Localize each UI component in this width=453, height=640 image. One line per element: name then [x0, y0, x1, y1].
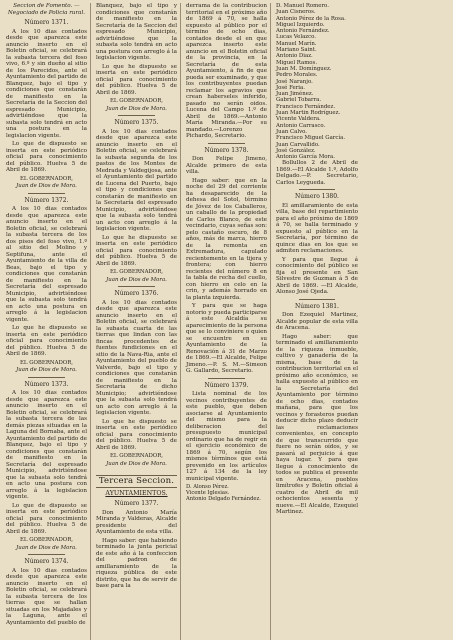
notice-body: derrama de la contribucion territorial en el próximo año de 1869 á 70, se halla expuesto al público por el término de ocho dias, contados desde el en que aparezca inserto este anuncio en el Boletin oficial de la provincia, en la Secretaría de esta Ayuntamiento, á fin de que pueda ser examinado, y que los contribuyentes puedan reclamar los agravios que crean haberseles inferido, pasado no serán oidos. Lucena del Campo 1.º de Abril de 1869.—Antonio María Miranda.—Por su mandado.—Lorenzo Pichardo, Secretario.: [186, 3, 267, 139]
divider: [299, 299, 336, 300]
signature-title: EL GOBERNADOR,: [109, 98, 164, 104]
notice-body: Don Felipe Jimeno, Alcalde primero de esta villa.: [186, 156, 267, 175]
column-1: [3, 3, 91, 640]
signature-name: Juan de Dios de Mora.: [106, 276, 167, 283]
notice-closing: Lo que de dispuesto se inserta en este periódico oficial para conocimiento del público. Huelva 5 de Abril de 1869.: [6, 141, 87, 173]
signature-title: EL GOBERNADOR,: [19, 175, 74, 182]
notice-number: Número 1378.: [204, 146, 249, 154]
notice-closing: Lo que de dispuesto se inserta en este periódico oficial para conocimiento del público. Huelva 5 de Abril de 1869.: [6, 502, 87, 535]
notice-body: Don Ezequiel Martinez, Alcalde popular de esta villa de Aracena.: [276, 312, 358, 332]
divider: [208, 143, 244, 144]
notice-body: A los 10 dias contados desde que aparezca este anuncio inserto en el Boletin oficial, se celebrará la subasta tercera de los dos pisos del foso vivo, 1.º al sitio del Molino y Septifuna, ante el Ayuntamiento de la villa de Beas, bajo el tipo y condiciones que constarán de manifiesto en la Secretaría del espresado Municipio, advirtiéndose que la subasta solo tendrá en acto una postura en arreglo á la legislacion vigente.: [6, 206, 87, 323]
divider: [28, 193, 64, 194]
column-3: [183, 3, 271, 640]
notice-closing: Y para que se haga notorio y pueda participarse á este Alcaldía su aparecimiento de la persona que se lo conviniere o quien se encuentre en su Ayuntamiento de la Renovación á 31 de Marzo de 1869.—El Alcalde, Felipe Jimeno.—P. S. M.—Simeon G. Gallardo, Secretario.: [186, 303, 267, 374]
notice-body: A los 10 dias contados desde que aparezca este anuncio inserto en el Boletin oficial, se celebrará la subasta tercera del foso vivo, 6.º y sin dueño al sitio de los Parecidos, ante el Ayuntamiento del partido de Blanquez, bajo el tipo y condiciones que constarán de manifiesto en la Secretaría de la Seccion del espresado Municipio, advirtiéndose que la subasta solo tendrá en acto una postura en la legislacion vigente.: [6, 28, 87, 139]
notice-body: Hago saber: que terminado el amillaramiento de la riqueza inmueble, cultivo y ganadería de la misma, base de la contribucion territorial en el próximo año económico, se halla expuesto al público en la Secretaría del Ayuntamiento por término de ocho dias, contados mañana, para que los vecinos y forasteros puedan deducir dicho plazo deducir las reclamaciones convenientes, en concepto de que transcurrido que fuere no serán oídos, y se pasará al perjuicio á que haya lugar. Y para que llegue á conocimiento de todos se publica el presente en Aracena, pueblos limítrofes y Boletin oficial á cuatro de Abril de mil ochocientos sesenta y nueve.—El Alcalde, Ezequiel Martinez.: [276, 333, 358, 516]
divider: [118, 115, 154, 116]
notice-closing: Lo que he dispuesto se inserta en este periódico oficial para conocimiento del público. Huelva 5 de Abril de 1869.: [96, 418, 177, 451]
notice-number: Número 1373.: [24, 380, 69, 388]
notice-body: El amillaramiento de esta villa, base del repartimiento para el año próximo de 1869 á 70, se halla terminado y expuesto al público en la Secretaría, por término de quince dias en los que se admiten reclamaciones.: [276, 202, 358, 255]
notice-body: A los 10 dias contados desde que aparezca este anuncio inserto en el Boletin oficial, se celebrará la subasta tercera de las demás piezas situadas en la Laguna del Bornaba, ante el Ayuntamiento del partido de Blanquez, bajo el tipo y condiciones que constarán de manifiesto en la Secretaría del espresado Municipio, advirtiéndose que la subasta solo tendrá en acto una postura con arreglo á la legislacion vigente.: [6, 390, 87, 500]
notice-number: Número 1376.: [114, 290, 159, 297]
notice-body: A los 10 dias contados desde que aparezca este anuncio inserto en el Boletin oficial, se celebrará la subasta segunda de los pastos de los Montes de Medrada y Valdegijosa, ante el Ayuntamiento del partido de Lucena del Puerto, bajo el tipo y condiciones que constarán de manifiesto en la Secretaría del espresado Municipio, advirtiéndose que la subasta solo tendrá un acto con arreglo á la legislacion vigente.: [96, 128, 177, 232]
signature-title: EL GOBERNADOR,: [19, 359, 74, 366]
section-heading: Tercera Seccion.: [96, 475, 177, 488]
notice-closing: Bollullos 2 de Abril de 1869.—El Alcalde 1.º, Adolfo Delgado.—P. Secretario, Carlos Leygueda.: [276, 160, 358, 186]
notice-number: Número 1381.: [295, 302, 339, 310]
signature-name: Juan de Dios de Mora.: [16, 544, 77, 551]
notice-number: Número 1374.: [24, 558, 69, 565]
name-list: D. Alonso Pérez. Vicente Iglesias. Antonio Delgado Fernández.: [186, 484, 261, 502]
column-4: [273, 3, 361, 640]
divider: [28, 377, 64, 378]
signature-name: Juan de Dios de Mora.: [16, 367, 77, 373]
notice-closing: Y para que llegue á conocimiento del público se fija el presente en San Silvestre de Guzman á 5 de Abril de 1869. —El Alcalde, Alonso José Ojeda.: [276, 256, 358, 296]
divider: [208, 378, 244, 379]
signature-name: Juan de Dios de Mora.: [16, 183, 77, 189]
divider: [299, 189, 336, 190]
notice-number: Número 1371.: [24, 19, 69, 26]
notice-closing: Lo que he dispuesto se inserta en este periódico oficial para conocimiento del público. Huelva 5 de Abril de 1869.: [96, 63, 177, 96]
notice-body: A los 10 dias contados desde que aparezca este anuncio inserto en el Boletin oficial, se celebrará la subasta tercera de los tierras que se hallan situadas en los Majadales y la Laguna, ante el Ayuntamiento del pueblo de: [6, 567, 87, 626]
notice-number: Número 1377.: [114, 500, 159, 507]
notice-body: Blanquez, bajo el tipo y condiciones que constarán de manifiesto en la Secretaría de la Seccion del espresado Municipio, advirtiéndose que la subasta solo tendrá en acto una postura con arreglo á la legislacion vigente.: [96, 3, 177, 61]
column-2: [93, 3, 181, 640]
notice-closing: Lo que he dispuesto se inserta en este periódico oficial para conocimiento del público. Huelva 5 de Abril de 1869.: [96, 234, 177, 267]
section-header: Seccion de Fomento. — Negociado de Policia rural.: [7, 3, 86, 16]
notice-body: A los 10 dias contados desde que aparezca este anuncio inserto en el Boletin oficial, se celebrará la subasta cuarta de las tierras que lindan con las fincas procedentes de fuentes fundiciones en el sitio de la Nava-Ria, ante el Ayuntamiento del pueblo de Valverde, bajo el tipo y condiciones que constarán de manifiesto en la Secretaría de dicho Municipio; advirtiéndose que la subasta solo tendrá un acto con arreglo á la legislacion vigente.: [96, 299, 177, 416]
divider: [28, 554, 64, 555]
notice-body: Hago saber: que habiendo terminado la junta pericial de este año á la confeccion del padron de amillaramiento de la riqueza pública de este distrito, que ha de servir de base para la: [96, 537, 177, 589]
name-list: D. Manuel Romero. Juan Cisneros. Antonio Pérez de la Rosa. Miguel Izquierdo. Antonio Fernández. Lucas Velazco. Manuel Marín. Mariano Saint. Antonio Diaz. Miguel Ramos. Juan M. Domínguez. Pedro Morales. José Naranjo. José Feria. Juan Jiménez. Gabriel Tobarra. Francisco Fernández. Juan Martin Rodríguez. Vicente Valdera. Antonio Carrasco. Juan Calvo. Francisco Miguel García. Juan Carvallido. José González. Antonio García Mora.: [276, 3, 346, 161]
signature-name: Juan de Dios de Mora.: [106, 105, 167, 112]
signature-title: EL GOBERNADOR,: [109, 269, 164, 275]
signature-name: Juan de Dios de Mora.: [106, 460, 167, 467]
notice-body: Don Antonio María Miranda y Valderas, Alcalde presidente del Ayuntamiento de esta villa.: [96, 509, 177, 535]
divider: [118, 286, 154, 287]
notice-number: Número 1375.: [114, 119, 159, 126]
signature-title: EL GOBERNADOR,: [19, 537, 74, 543]
notice-body: Lista nominal de los vecinos contribuyentes de este pueblo, que deben asociarse al Ayuntamiento del mismo para la deliberacion del presupuesto municipal ordinario que ha de regir en el ejercicio económico de 1869 á 70, según los mismos términos que está prevenido en los artículos 127 á 134 de la ley municipal vigente.: [186, 391, 267, 482]
subsection-heading: AYUNTAMIENTOS.: [105, 489, 168, 497]
notice-number: Número 1379.: [204, 381, 249, 389]
signature-title: EL GOBERNADOR,: [109, 453, 164, 459]
notice-number: Número 1380.: [295, 193, 339, 201]
notice-body: Hago saber: que en la noche del 29 del corriente ha desaparecido de la dehesa del Sotol, término de Jóvez de los Caballeros, un caballo de la propiedad de Carlos Blanco, de este vecindario, cuyas señas son: pelo castaño oscuro, de 8 años, más de marca, hierro de la remonta en Extremadura, capulado recientemente en la tijera y frontera; con hierro recientes del número 8 en la tabla de recha del cuello, con hierro en celo en la crin, y además horrado en la planta izquierda.: [186, 177, 267, 301]
notice-closing: Lo que he dispuesto se inserta en este periódico oficial para conocimiento del público. Huelva 5 de Abril de 1869.: [6, 325, 87, 357]
notice-number: Número 1372.: [24, 196, 69, 204]
